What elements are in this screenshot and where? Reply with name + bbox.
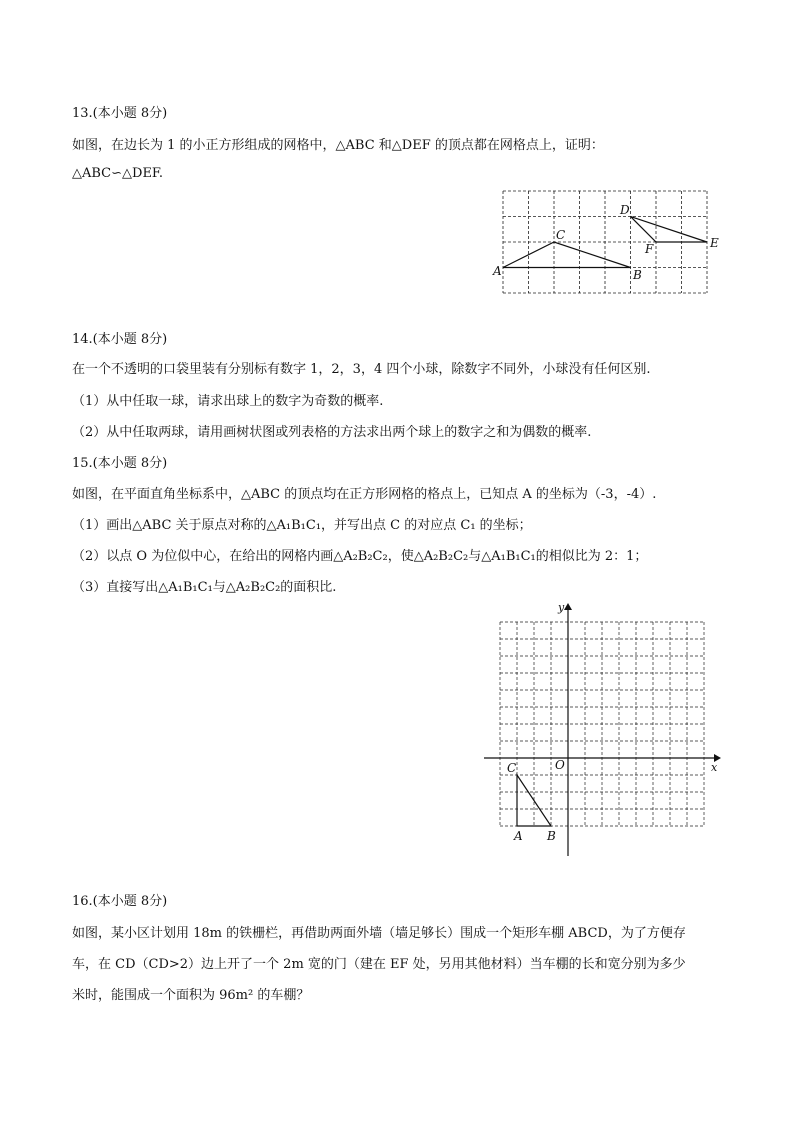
label-b: B	[633, 268, 642, 282]
label-d: D	[620, 203, 630, 217]
q15-text-line1: 如图，在平面直角坐标系中，△ABC 的顶点均在正方形网格的格点上，已知点 A 的坐标为（-3，-4）.	[72, 487, 657, 502]
y-axis-arrow	[564, 603, 572, 610]
q16-text-line3: 米时，能围成一个面积为 96m² 的车棚？	[72, 988, 310, 1003]
q15-coordinate-grid	[478, 598, 728, 863]
label-f: F	[645, 242, 654, 256]
q15-heading: 15.(本小题 8分)	[72, 456, 168, 471]
q15-part1: （1）画出△ABC 关于原点对称的△A₁B₁C₁，并写出点 C 的对应点 C₁ 的坐标；	[72, 518, 532, 533]
x-axis-label: x	[711, 761, 718, 774]
label-e: E	[710, 236, 719, 250]
q16-text-line2: 车，在 CD（CD>2）边上开了一个 2m 宽的门（建在 EF 处，另用其他材料）当车棚的长和宽分别为多少	[72, 957, 686, 972]
y-axis-label: y	[558, 601, 565, 614]
q14-text-line1: 在一个不透明的口袋里装有分别标有数字 1，2，3，4 四个小球，除数字不同外，小球没有任何区别.	[72, 362, 651, 377]
label-a: A	[493, 264, 502, 278]
triangle-def	[631, 217, 708, 243]
label-c: C	[556, 228, 566, 242]
origin-label: O	[555, 758, 565, 772]
q14-part2: （2）从中任取两球，请用画树状图或列表格的方法求出两个球上的数字之和为偶数的概率.	[72, 425, 592, 440]
label-b: B	[547, 829, 556, 843]
q16-heading: 16.(本小题 8分)	[72, 894, 168, 909]
q13-heading: 13.(本小题 8分)	[72, 106, 168, 121]
q15-part2: （2）以点 O 为位似中心，在给出的网格内画△A₂B₂C₂，使△A₂B₂C₂与△A₁B₁C₁的相似比为 2：1；	[72, 549, 648, 564]
label-c: C	[507, 761, 517, 775]
triangle-abc	[503, 242, 631, 268]
q15-part3: （3）直接写出△A₁B₁C₁与△A₂B₂C₂的面积比.	[72, 580, 337, 595]
q16-text-line1: 如图，某小区计划用 18m 的铁栅栏，再借助两面外墙（墙足够长）围成一个矩形车棚 ABCD，为了方便存	[72, 926, 686, 941]
q14-part1: （1）从中任取一球，请求出球上的数字为奇数的概率.	[72, 394, 384, 409]
q13-grid-figure	[490, 185, 730, 300]
label-a: A	[514, 829, 523, 843]
q14-heading: 14.(本小题 8分)	[72, 332, 168, 347]
q13-text-line1: 如图，在边长为 1 的小正方形组成的网格中，△ABC 和△DEF 的顶点都在网格点上，证明：	[72, 138, 604, 153]
q13-text-line2: △ABC∽△DEF.	[72, 166, 164, 181]
